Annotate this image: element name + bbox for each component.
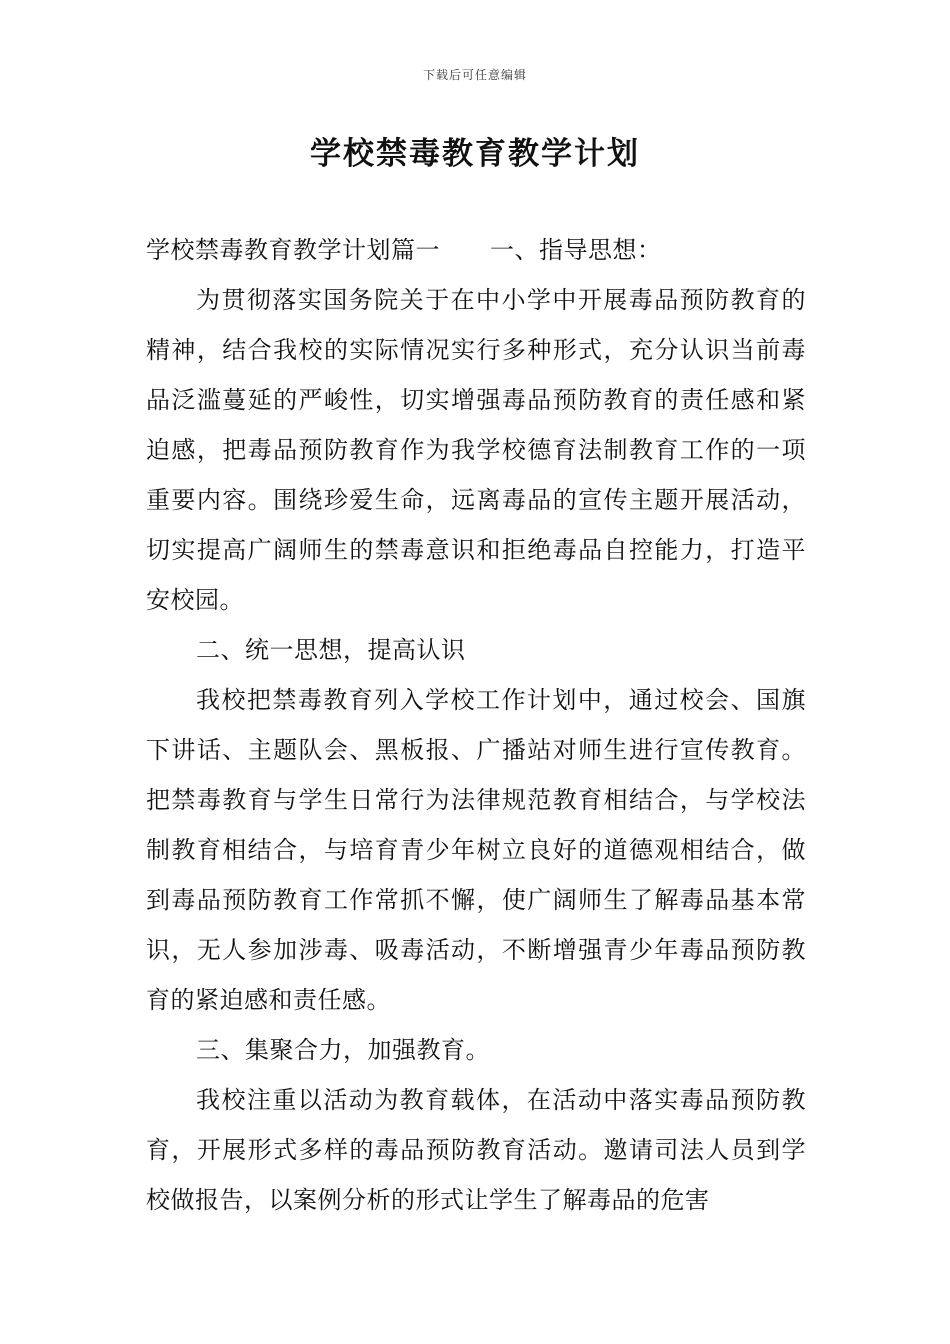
section-heading-3: 三、集聚合力，加强教育。 <box>196 1036 490 1064</box>
section-heading-2: 二、统一思想，提高认识 <box>196 636 466 664</box>
paragraph-strengthen-education: 我校注重以活动为教育载体，在活动中落实毒品预防教育，开展形式多样的毒品预防教育活动。邀请司法人员到学校做报告，以案例分析的形式让学生了解毒品的危害 <box>146 1086 806 1214</box>
header-note: 下载后可任意编辑 <box>422 68 527 82</box>
document-body <box>146 225 806 1225</box>
paragraph-guiding-thought: 为贯彻落实国务院关于在中小学中开展毒品预防教育的精神，结合我校的实际情况实行多种形式，充分认识当前毒品泛滥蔓延的严峻性，切实增强毒品预防教育的责任感和紧迫感，把毒品预防教育作为我学校德育法制教育工作的一项重要内容。围绕珍爱生命，远离毒品的宣传主题开展活动，切实提高广阔师生的禁毒意识和拒绝毒品自控能力，打造平安校园。 <box>146 286 806 614</box>
part-label: 学校禁毒教育教学计划篇一 <box>146 236 440 264</box>
intro-line <box>146 225 806 275</box>
document-title: 学校禁毒教育教学计划 <box>310 136 640 172</box>
paragraph-unify-thinking: 我校把禁毒教育列入学校工作计划中，通过校会、国旗下讲话、主题队会、黑板报、广播站对师生进行宣传教育。把禁毒教育与学生日常行为法律规范教育相结合，与学校法制教育相结合，与培育青少年树立良好的道德观相结合，做到毒品预防教育工作常抓不懈，使广阔师生了解毒品基本常识，无人参加涉毒、吸毒活动，不断增强青少年毒品预防教育的紧迫感和责任感。 <box>146 686 806 1014</box>
section-heading-1: 一、指导思想： <box>490 236 662 264</box>
